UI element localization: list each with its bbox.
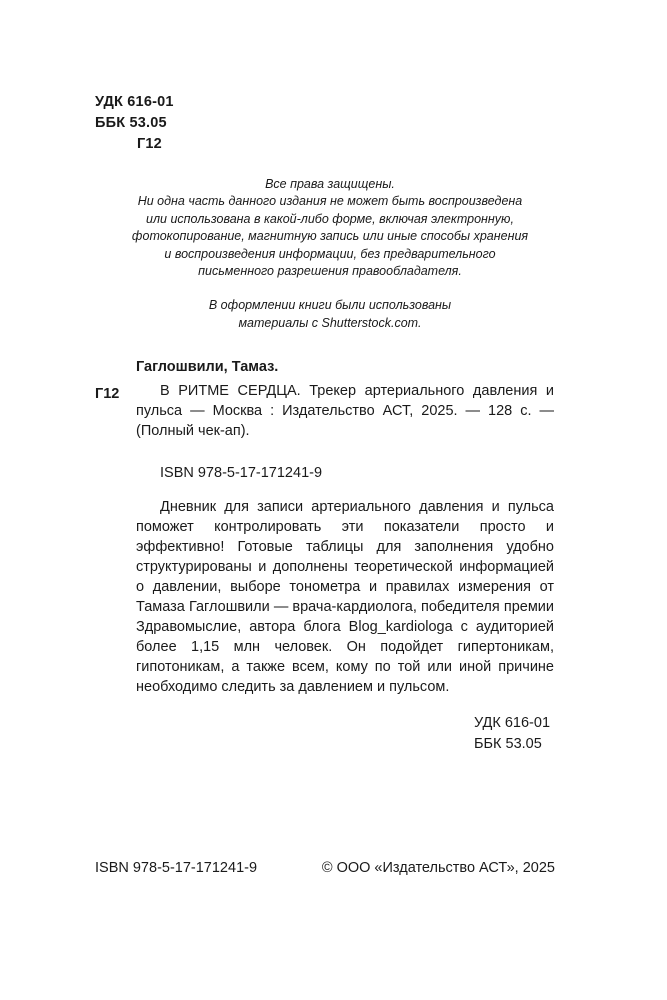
design-credit-line: материалы с Shutterstock.com. [238,315,422,330]
rights-line: письменного разрешения правообладателя. [198,264,462,279]
design-credit-line: В оформлении книги были использованы [208,298,452,313]
rights-line: или использована в какой-либо форме, включая электронную, [146,211,514,226]
footer-isbn: ISBN 978-5-17-171241-9 [95,860,258,876]
udk-code: УДК 616-01 [95,94,174,110]
spacer [80,280,580,297]
rights-line: Все права защищены. [265,177,395,191]
author-mark-code: Г12 [95,386,120,402]
bibliographic-description: В РИТМЕ СЕРДЦА. Трекер артериального давления и пульса — Москва : Издательство АСТ, 2025. — 128 с. — (Полный чек-ап). [136,383,554,439]
classification-block-bottom [474,713,550,755]
book-annotation: Дневник для записи артериального давления и пульса поможет контролировать эти показатели просто и эффективно! Готовые таблицы для заполнения удобно структурированы и дополнены теоретической информацией о давлении, выборе тонометра и правилах измерения от Тамаза Гаглошвили — врача-кардиолога, победителя премии Здравомыслие, автора блога Blog_kardiologa с аудиторией более 1,15 млн человек. Он подойдет гипертоникам, гипотоникам, а также всем, кому по той или иной причине необходимо следить за давлением и пульсом. [136,499,554,695]
copyright-notice [80,176,580,332]
rights-line: фотокопирование, магнитную запись или иные способы хранения [131,229,529,244]
author-mark-code: Г12 [137,136,162,152]
udk-code: УДК 616-01 [474,715,551,731]
bbk-code: ББК 53.05 [474,736,542,752]
classification-block-top [95,92,174,155]
bbk-code: ББК 53.05 [95,115,167,131]
rights-line: и воспроизведения информации, без предварительного [164,246,496,261]
author-heading: Гаглошвили, Тамаз. [136,359,279,375]
rights-line: Ни одна часть данного издания не может быть воспроизведена [137,194,523,209]
isbn-number: ISBN 978-5-17-171241-9 [160,465,323,481]
footer-copyright: © ООО «Издательство АСТ», 2025 [321,860,555,876]
